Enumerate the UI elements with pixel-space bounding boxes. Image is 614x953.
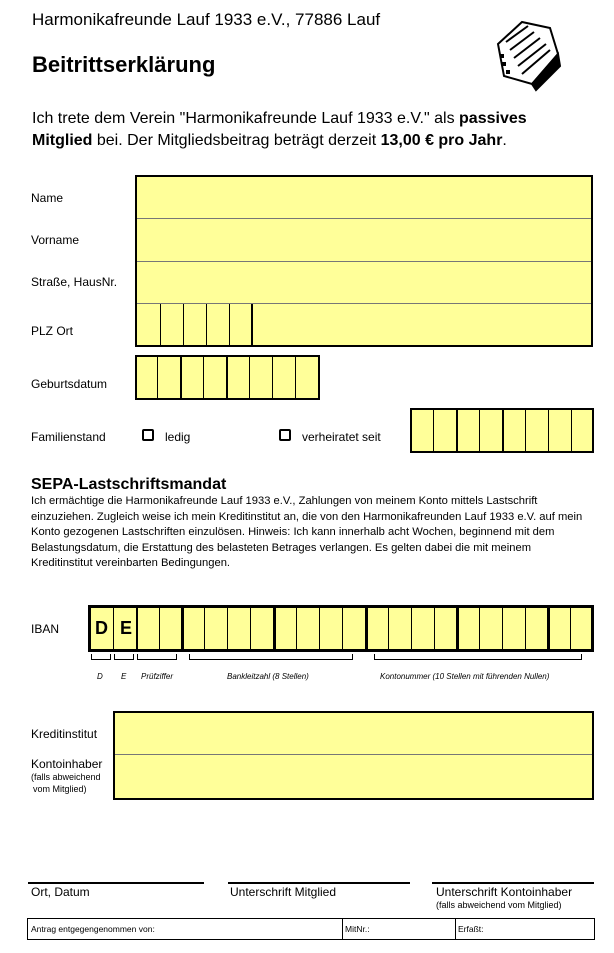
unterschrift-mitglied-label: Unterschrift Mitglied [230, 885, 337, 899]
mitnr-label: MitNr.: [345, 924, 370, 934]
strasse-label: Straße, HausNr. [31, 275, 118, 289]
plz-field[interactable] [137, 303, 250, 345]
iban-field[interactable] [88, 605, 594, 652]
familienstand-label: Familienstand [31, 430, 106, 444]
ort-field[interactable] [252, 303, 591, 345]
kreditinstitut-field[interactable] [115, 713, 592, 752]
verheiratet-label: verheiratet seit [302, 430, 381, 444]
sub-konto: Kontonummer (10 Stellen mit führenden Nullen) [380, 672, 550, 681]
sub-pruefziffer: Prüfziffer [141, 672, 174, 681]
ledig-checkbox[interactable] [142, 429, 154, 441]
brace-konto [374, 654, 582, 660]
name-label: Name [31, 191, 64, 205]
geburtsdatum-field[interactable] [135, 355, 320, 400]
sub-blz: Bankleitzahl (8 Stellen) [227, 672, 309, 681]
sepa-text: Ich ermächtige die Harmonikafreunde Lauf 1933 e.V., Zahlungen von meinem Konto mittels Lastschrift einzuziehen. Zugleich weise ich mein Kreditinstitut an, die von den Harmonikafreunden Lauf 1933 e.V. auf mein Konto gezogenen Lastschriften einzulösen. Hinweis: Ich kann innerhalb acht Wochen, beginnend mit dem Belastungsdatum, die Erstattung des belasteten Betrages verlangen. Es gelten dabei die mit meinem Kreditinstitut vereinbarten Bedingungen. [31, 495, 583, 569]
kontoinhaber-label: Kontoinhaber [31, 757, 103, 771]
intro-text: Ich trete dem Verein "Harmonikafreunde Lauf 1933 e.V." als passives Mitglied bei. Der Mitgliedsbeitrag beträgt derzeit 13,00 € pro Jahr. [32, 110, 527, 149]
page-title: Beitrittserklärung [32, 52, 216, 77]
ort-datum-label: Ort, Datum [31, 885, 90, 899]
name-field[interactable] [137, 177, 591, 217]
kontoinhaber-note-1: (falls abweichend [31, 772, 101, 782]
sepa-title: SEPA-Lastschriftsmandat [31, 476, 227, 493]
verheiratet-date-field[interactable] [410, 408, 594, 453]
ledig-label: ledig [165, 430, 191, 444]
sig-line-mitglied [228, 882, 410, 884]
kontoinhaber-note-2: vom Mitglied) [33, 784, 87, 794]
accordion-icon [492, 14, 564, 94]
kreditinstitut-label: Kreditinstitut [31, 727, 98, 741]
iban-label: IBAN [31, 622, 60, 636]
vorname-field[interactable] [137, 218, 591, 260]
antrag-label: Antrag entgegengenommen von: [31, 924, 155, 934]
brace-blz [189, 654, 353, 660]
strasse-field[interactable] [137, 261, 591, 302]
kontoinhaber-sig-note: (falls abweichend vom Mitglied) [436, 900, 562, 910]
sub-d: D [97, 672, 103, 681]
vorname-label: Vorname [31, 233, 80, 247]
erfasst-label: Erfaßt: [458, 924, 484, 934]
sig-line-ort [28, 882, 204, 884]
association-name: Harmonikafreunde Lauf 1933 e.V., 77886 Lauf [32, 10, 381, 29]
unterschrift-kontoinhaber-label: Unterschrift Kontoinhaber [436, 885, 573, 899]
brace-d [91, 654, 111, 660]
iban-prefix-e: E [120, 618, 133, 638]
brace-e [114, 654, 134, 660]
brace-pruefziffer [137, 654, 177, 660]
kontoinhaber-field[interactable] [115, 754, 592, 798]
geburtsdatum-label: Geburtsdatum [31, 377, 108, 391]
iban-prefix-d: D [95, 618, 108, 638]
verheiratet-checkbox[interactable] [279, 429, 291, 441]
office-use-table [27, 918, 595, 940]
sub-e: E [121, 672, 127, 681]
plz-ort-label: PLZ Ort [31, 324, 74, 338]
sig-line-kontoinhaber [432, 882, 594, 884]
